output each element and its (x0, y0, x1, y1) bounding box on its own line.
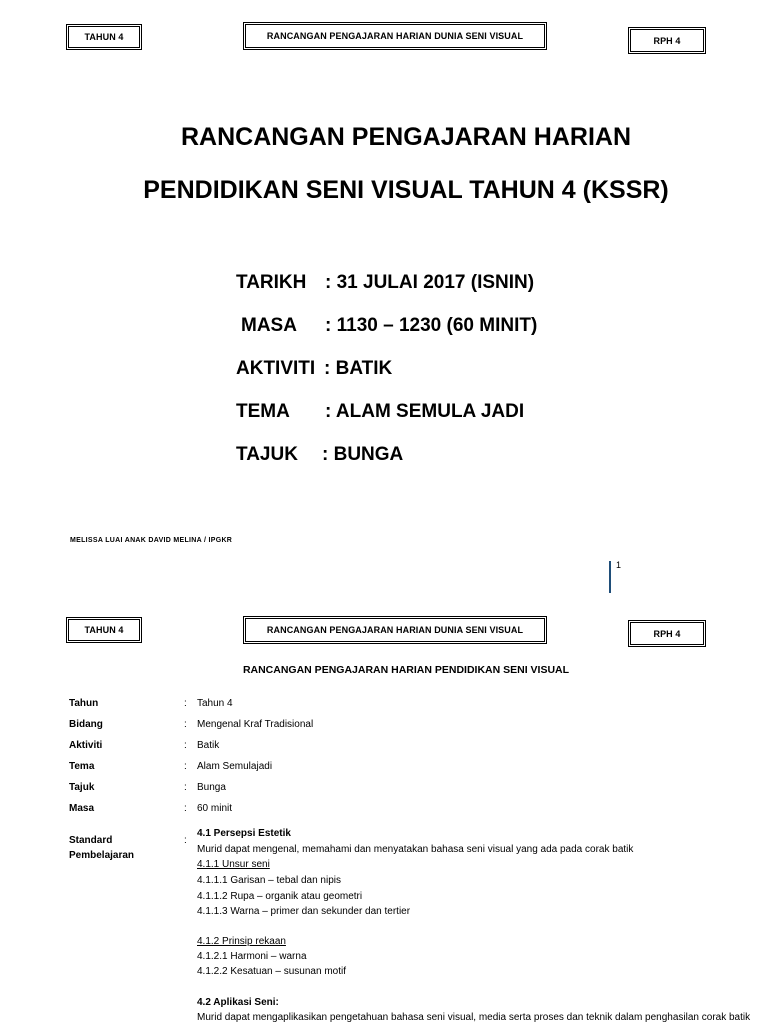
row-value-masa: 60 minit (197, 803, 233, 814)
page-number-divider (609, 561, 611, 593)
info-label-masa: MASA (241, 315, 297, 336)
main-title-line1: RANCANGAN PENGAJARAN HARIAN (180, 123, 631, 151)
row-label-tajuk: Tajuk (69, 782, 95, 793)
row-colon-tahun: : (184, 698, 187, 709)
standard-label-line2: Pembelajaran (69, 850, 135, 861)
header-title: RANCANGAN PENGAJARAN HARIAN DUNIA SENI VISUAL (266, 31, 524, 41)
standard-4-2-title: 4.2 Aplikasi Seni: (197, 997, 279, 1008)
standard-4-1-2-2: 4.1.2.2 Kesatuan – susunan motif (197, 966, 346, 977)
standard-colon: : (184, 835, 187, 846)
standard-4-1-1-1: 4.1.1.1 Garisan – tebal dan nipis (197, 875, 341, 886)
row-label-masa: Masa (69, 803, 95, 814)
row-colon-tema: : (184, 761, 187, 772)
page-number: 1 (616, 560, 622, 570)
info-value-tema: : ALAM SEMULA JADI (325, 401, 525, 422)
standard-label-line1: Standard (69, 835, 113, 846)
info-value-masa: : 1130 – 1230 (60 MINIT) (325, 315, 538, 336)
standard-4-1-desc: Murid dapat mengenal, memahami dan menyatakan bahasa seni visual yang ada pada corak batik (197, 844, 634, 855)
row-colon-aktiviti: : (184, 740, 187, 751)
info-label-aktiviti: AKTIVITI (236, 358, 316, 379)
header-rph-box (628, 27, 706, 54)
standard-4-1-title: 4.1 Persepsi Estetik (197, 828, 291, 839)
row-colon-tajuk: : (184, 782, 187, 793)
header2-rph-box (628, 620, 706, 647)
row-label-tahun: Tahun (69, 698, 99, 709)
header2-title: RANCANGAN PENGAJARAN HARIAN DUNIA SENI VISUAL (266, 625, 524, 635)
row-label-bidang: Bidang (69, 719, 103, 730)
header2-tahun-box (66, 617, 142, 643)
info-label-tarikh: TARIKH (236, 272, 307, 293)
header-tahun-box (66, 24, 142, 50)
row-label-aktiviti: Aktiviti (69, 740, 103, 751)
standard-4-1-1-2: 4.1.1.2 Rupa – organik atau geometri (197, 891, 363, 902)
standard-4-1-1-3: 4.1.1.3 Warna – primer dan sekunder dan tertier (197, 906, 411, 917)
rph-heading: RANCANGAN PENGAJARAN HARIAN PENDIDIKAN SENI VISUAL (242, 664, 570, 676)
header2-title-box (243, 616, 547, 644)
header2-tahun: TAHUN 4 (84, 625, 124, 635)
footer-author: MELISSA LUAI ANAK DAVID MELINA / IPGKR (70, 537, 233, 544)
header2-rph: RPH 4 (653, 628, 681, 639)
info-value-tajuk: : BUNGA (322, 444, 404, 465)
header-tahun: TAHUN 4 (84, 32, 124, 42)
row-value-tahun: Tahun 4 (197, 698, 233, 709)
info-value-tarikh: : 31 JULAI 2017 (ISNIN) (325, 272, 535, 293)
header-rph: RPH 4 (653, 35, 681, 46)
standard-4-1-2-1: 4.1.2.1 Harmoni – warna (197, 951, 307, 962)
standard-4-1-1: 4.1.1 Unsur seni (197, 859, 270, 870)
row-value-aktiviti: Batik (197, 740, 220, 751)
row-colon-masa: : (184, 803, 187, 814)
row-value-tema: Alam Semulajadi (197, 761, 273, 772)
info-label-tajuk: TAJUK (236, 444, 298, 465)
standard-4-1-2: 4.1.2 Prinsip rekaan (197, 936, 286, 947)
row-value-bidang: Mengenal Kraf Tradisional (197, 719, 314, 730)
main-title-line2: PENDIDIKAN SENI VISUAL TAHUN 4 (KSSR) (143, 176, 669, 204)
row-colon-bidang: : (184, 719, 187, 730)
info-value-aktiviti: : BATIK (324, 358, 393, 379)
standard-4-2-desc: Murid dapat mengaplikasikan pengetahuan bahasa seni visual, media serta proses dan teknik dalam penghasilan corak batik (197, 1012, 751, 1023)
row-value-tajuk: Bunga (197, 782, 226, 793)
row-label-tema: Tema (69, 761, 95, 772)
header-title-box (243, 22, 547, 50)
info-label-tema: TEMA (236, 401, 290, 422)
